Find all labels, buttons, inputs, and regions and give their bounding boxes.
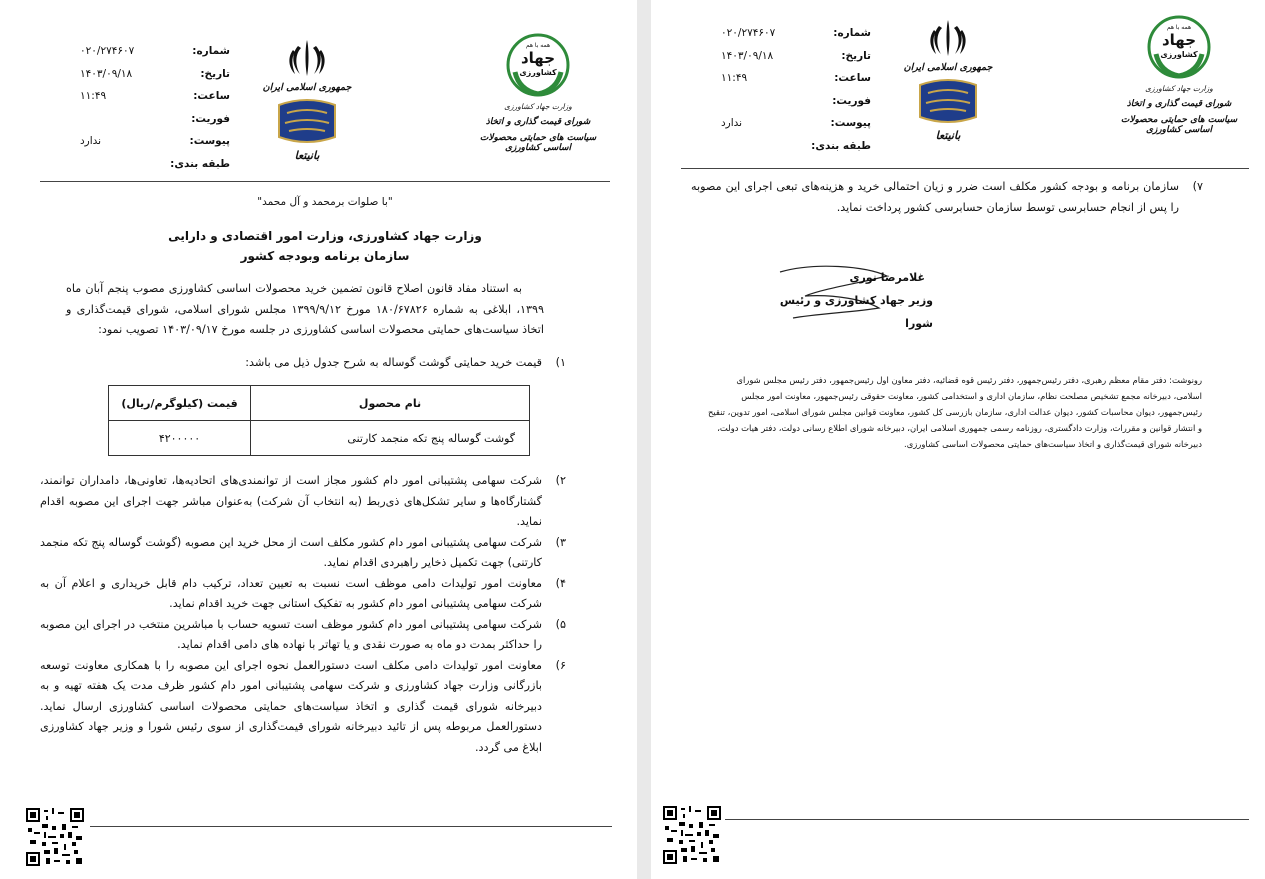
attachment-label: پیوست: — [830, 117, 871, 129]
urgency-value — [721, 90, 813, 113]
ministry-caption: وزارت جهاد کشاورزی — [504, 102, 572, 111]
qr-code-icon — [26, 808, 84, 866]
signature-block — [761, 266, 933, 335]
date-value: ۱۴۰۳/۰۹/۱۸ — [721, 49, 774, 62]
item-7-text: سازمان برنامه و بودجه کشور مکلف است ضرر و زیان احتمالی خرید و هزینه‌های تبعی اجرای این مصوبه را پس از انجام حسابرسی توسط سازمان حسابرسی کشور پرداخت نماید. — [691, 180, 1179, 214]
iran-emblem-caption: جمهوری اسلامی ایران — [903, 62, 993, 73]
badge-top-text: همه با هم — [1166, 24, 1192, 31]
time-label: ساعت: — [193, 90, 230, 102]
urgency-label: فوریت: — [191, 112, 230, 125]
council-caption-2: سیاست های حمایتی محصولات اساسی کشاورزی — [479, 133, 597, 153]
table-row — [109, 421, 530, 456]
council-caption-1: شورای قیمت گذاری و اتخاذ — [1126, 99, 1232, 109]
time-value: ۱۱:۴۹ — [721, 72, 748, 84]
date-value: ۱۴۰۳/۰۹/۱۸ — [80, 67, 133, 80]
time-label: ساعت: — [834, 72, 871, 84]
iran-emblem-icon — [926, 16, 970, 60]
item-5-number: ۵) — [555, 617, 566, 631]
table-cell-product: گوشت گوساله پنج تکه منجمد کارتنی — [251, 421, 530, 456]
classification-value — [721, 135, 813, 158]
item-2-text: شرکت سهامی پشتیبانی امور دام کشور مجاز است از توانمندی‌های اتحادیه‌ها، تعاونی‌ها، دامداران توانمند، گشتارگاه‌ها و سایر تشکل‌های ذی‌ربط (به انتخاب آن شرکت) به‌عنوان مباشر جهت اجرای این مصوبه اقدام نماید. — [40, 474, 542, 528]
item-1-text: قیمت خرید حمایتی گوشت گوساله به شرح جدول ذیل می باشد: — [245, 356, 542, 369]
urgency-value — [80, 108, 172, 131]
footer-divider — [725, 819, 1249, 820]
item-1 — [66, 353, 566, 374]
attachment-value: ندارد — [721, 117, 743, 129]
signature-caption: بانیتعا — [294, 149, 320, 162]
badge-sub-text: کشاورزی — [1160, 50, 1198, 59]
price-table — [108, 385, 530, 456]
item-5-text: شرکت سهامی پشتیبانی امور دام کشور موظف است تسویه حساب با مباشرین منتخب در اجرای این مصوبه را حداکثر بمدت دو ماه به صورت نقدی و یا تهاتر با نهاده های دامی اقدام نماید. — [40, 617, 542, 651]
item-3-text: شرکت سهامی پشتیبانی امور دام کشور مکلف است از محل خرید این مصوبه (گوشت گوساله پنج تکه منجمد کارتنی) جهت تکمیل ذخایر راهبردی اقدام نماید. — [39, 535, 542, 569]
iran-emblem-caption: جمهوری اسلامی ایران — [262, 82, 352, 93]
salutation: "با صلوات برمحمد و آل محمد" — [257, 196, 393, 208]
document-page-right — [651, 0, 1265, 879]
date-label: تاریخ: — [841, 49, 871, 62]
item-4-number: ۴) — [555, 576, 566, 590]
time-value: ۱۱:۴۹ — [80, 90, 107, 102]
number-value: ۰۲۰/۲۷۴۶۰۷ — [80, 45, 135, 57]
item-2-number: ۲) — [555, 474, 566, 487]
ministry-emblem-block — [468, 32, 608, 153]
table-cell-price: ۴۲۰۰۰۰۰ — [109, 421, 251, 456]
badge-main-text: جهاد — [1161, 31, 1197, 49]
addressee-line-2: سازمان برنامه وبودجه کشور — [240, 249, 410, 263]
table-header-product: نام محصول — [251, 386, 530, 421]
number-label: شماره: — [192, 45, 230, 57]
ministry-emblem-block — [1109, 14, 1249, 135]
motto-seal-icon — [916, 77, 980, 125]
item-6-number: ۶) — [555, 658, 566, 672]
badge-sub-text: کشاورزی — [519, 68, 557, 77]
attachment-value: ندارد — [80, 135, 102, 147]
items-2-to-6 — [40, 471, 566, 758]
qr-code-icon — [663, 806, 721, 864]
signer-name: غلامرضا نوری — [849, 271, 925, 284]
council-caption-2: سیاست های حمایتی محصولات اساسی کشاورزی — [1120, 115, 1238, 135]
item-7-number: ۷) — [1192, 180, 1203, 193]
ministry-caption: وزارت جهاد کشاورزی — [1145, 84, 1213, 93]
signer-title: وزیر جهاد کشاورزی و رئیس شورا — [779, 294, 933, 330]
item-3-number: ۳) — [555, 535, 566, 549]
council-caption-1: شورای قیمت گذاری و اتخاذ — [485, 117, 591, 127]
motto-seal-icon — [275, 97, 339, 145]
badge-main-text: جهاد — [520, 49, 556, 67]
number-label: شماره: — [833, 27, 871, 39]
intro-paragraph: به استناد مفاد قانون اصلاح قانون تضمین خرید محصولات اساسی کشاورزی مصوب پنجم آبان ماه ۱۳۹۹، ابلاغی به شماره ۱۸۰/۶۷۸۲۶ مورخ ۱۳۹۹/۹/۱۲ مجلس شورای اسلامی، شورای قیمت‌گذاری و اتخاذ سیاست‌های حمایتی محصولات اساسی کشاورزی در جلسه مورخ ۱۴۰۳/۰۹/۱۷ تصویب نمود: — [66, 282, 544, 336]
item-6-text: معاونت امور تولیدات دامی مکلف است دستورالعمل نحوه اجرای این مصوبه را با همکاری معاونت توسعه بازرگانی وزارت جهاد کشاورزی و شرکت سهامی پشتیبانی امور دام کشور ظرف مدت یک هفته تهیه و به دبیرخانه شورای قیمت گذاری و اتخاذ سیاست‌های حمایتی محصولات اساسی کشاورزی ارسال نماید. دستورالعمل مربوطه پس از تائید دبیرخانه شورای قیمت‌گذاری از سوی رئیس شورا و وزیر جهاد کشاورزی ابلاغ می گردد. — [40, 658, 542, 754]
iran-emblem-block — [903, 16, 993, 142]
item-1-number: ۱) — [555, 356, 566, 369]
footer-divider — [90, 826, 612, 827]
document-meta — [40, 40, 230, 175]
number-value: ۰۲۰/۲۷۴۶۰۷ — [721, 27, 776, 39]
table-header-price: قیمت (کیلوگرم/ریال) — [109, 386, 251, 421]
item-4-text: معاونت امور تولیدات دامی موظف است نسبت به تعیین تعداد، ترکیب دام قابل خریداری و اعلام آن به شرکت سهامی پشتیبانی امور دام کشور به تفکیک استانی جهت خرید اقدام نماید. — [40, 576, 542, 610]
iran-emblem-block — [262, 36, 352, 162]
addressee-line-1: وزارت جهاد کشاورزی، وزارت امور اقتصادی و دارایی — [168, 229, 482, 243]
carbon-copy-list: رونوشت: دفتر مقام معظم رهبری، دفتر رئیس‌جمهور، دفتر رئیس قوه قضائیه، دفتر معاون اول رئیس‌جمهور، دفتر رئیس مجلس شورای اسلامی، دبیرخانه مجمع تشخیص مصلحت نظام، سازمان اداری و استخدامی کشور، معاونت حقوقی رئیس‌جمهور، معاونت امور مجلس رئیس‌جمهور، دیوان محاسبات کشور، دیوان عدالت اداری، سازمان بازرسی کل کشور، معاونت قوانین مجلس شورای اسلامی، امور تدوین، تنقیح و انتشار قوانین و مقررات، وزارت دادگستری، روزنامه رسمی جمهوری اسلامی ایران، دبیرخانه شورای اطلاع رسانی دولت، دفتر هیات دولت، دبیرخانه شورای قیمت‌گذاری و اتخاذ سیاست‌های حمایتی محصولات اساسی کشاورزی. — [707, 375, 1202, 449]
item-7 — [691, 177, 1203, 218]
table-header-row — [109, 386, 530, 421]
urgency-label: فوریت: — [832, 94, 871, 107]
attachment-label: پیوست: — [189, 135, 230, 147]
document-meta-right — [681, 22, 871, 157]
signature-caption: بانیتعا — [935, 129, 961, 142]
header-divider — [681, 168, 1249, 169]
date-label: تاریخ: — [200, 67, 230, 80]
header-divider — [40, 181, 610, 182]
badge-top-text: همه با هم — [525, 42, 551, 49]
classification-label: طبقه بندی: — [811, 139, 871, 152]
iran-emblem-icon — [285, 36, 329, 80]
classification-value — [80, 153, 172, 176]
classification-label: طبقه بندی: — [170, 157, 230, 170]
